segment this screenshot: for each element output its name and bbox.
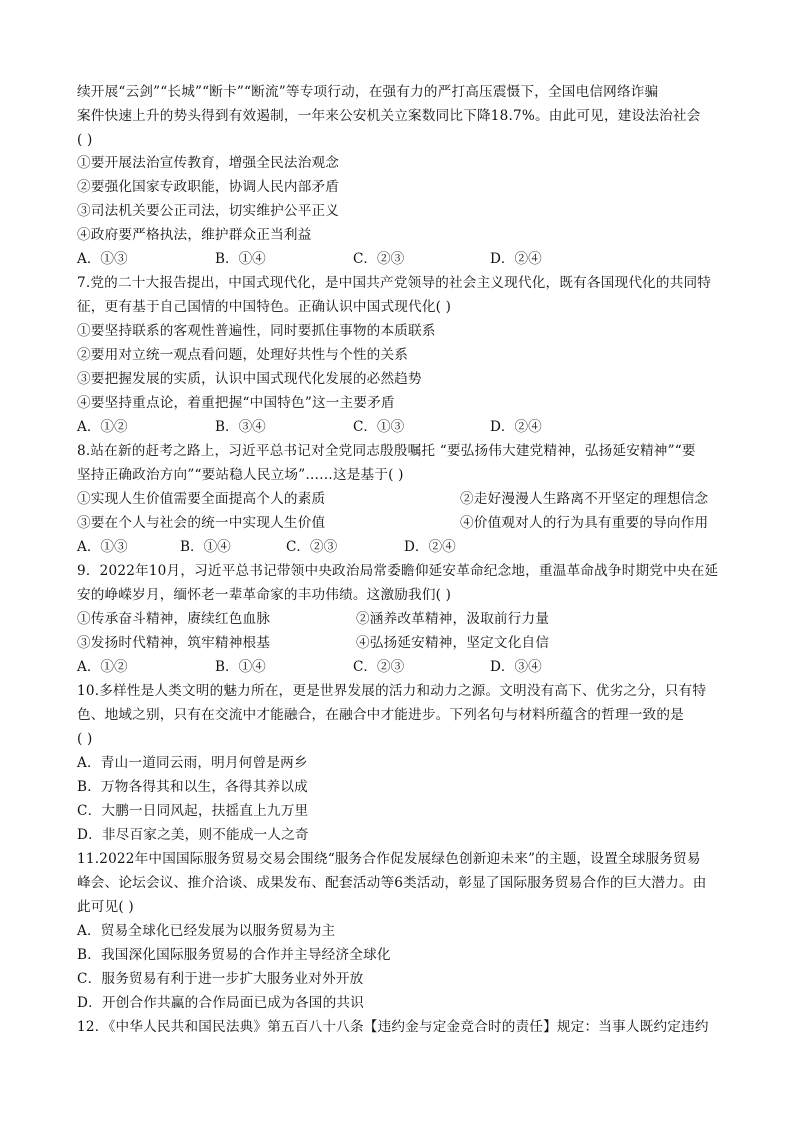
q7-item-2: ②要用对立统一观点看问题，处理好共性与个性的关系 xyxy=(77,347,409,363)
q6-item-3: ③司法机关要公正司法，切实维护公平正义 xyxy=(77,203,340,219)
q8-stem-line-1: 8.站在新的赶考之路上，习近平总书记对全党同志殷殷嘱托 “要弘扬伟大建党精神，弘扬延安精神”“要 xyxy=(77,443,696,459)
q7-item-4: ④要坚持重点论，着重把握“中国特色”这一主要矛盾 xyxy=(77,395,395,411)
q9-choice-c: C．②③ xyxy=(353,659,405,675)
q10-option-d: D．非尽百家之美，则不能成一人之奇 xyxy=(77,827,309,843)
q7-choice-a: A．①② xyxy=(77,419,128,435)
q10-answer-blank: ( ) xyxy=(77,731,93,747)
q6-stem-line-1: 续开展“云剑”“长城”“断卡”“断流”等专项行动，在强有力的严打高压震慑下，全国电信网络诈骗 xyxy=(77,84,659,100)
q10-stem-line-1: 10.多样性是人类文明的魅力所在，更是世界发展的活力和动力之源。文明没有高下、优劣之分，只有特 xyxy=(77,683,707,699)
q7-item-3: ③要把握发展的实质，认识中国式现代化发展的必然趋势 xyxy=(77,371,422,387)
q11-option-a: A．贸易全球化已经发展为以服务贸易为主 xyxy=(77,923,336,939)
q6-choice-b: B．①④ xyxy=(215,251,266,267)
q9-choice-d: D．③④ xyxy=(490,659,542,675)
q6-item-4: ④政府要严格执法，维护群众正当利益 xyxy=(77,227,312,243)
q8-item-2: ②走好漫漫人生路离不开坚定的理想信念 xyxy=(460,491,709,507)
q7-stem-line-1: 7.党的二十大报告提出，中国式现代化，是中国共产党领导的社会主义现代化，既有各国现代化的共同特 xyxy=(77,275,712,291)
q11-stem-line-1: 11.2022年中国国际服务贸易交易会围绕“服务合作促发展绿色创新迎未来”的主题，设置全球服务贸易 xyxy=(77,851,701,867)
q8-stem-line-2: 坚持正确政治方向”“要站稳人民立场”……这是基于( ) xyxy=(77,467,404,483)
q9-item-2: ②涵养改革精神，汲取前行力量 xyxy=(356,611,550,627)
q7-choice-d: D．②④ xyxy=(490,419,542,435)
q12-stem-line-1: 12．《中华人民共和国民法典》第五百八十八条【违约金与定金竞合时的责任】规定：当事人既约定违约 xyxy=(77,1019,709,1035)
q6-choice-a: A．①③ xyxy=(77,251,128,267)
q6-choice-d: D．②④ xyxy=(490,251,542,267)
q8-choice-d: D．②④ xyxy=(404,539,456,555)
q11-option-b: B．我国深化国际服务贸易的合作并主导经济全球化 xyxy=(77,947,391,963)
q9-stem-line-1: 9．2022年10月，习近平总书记带领中央政治局常委瞻仰延安革命纪念地，重温革命战争时期党中央在延 xyxy=(77,563,719,579)
q11-option-c: C．服务贸易有利于进一步扩大服务业对外开放 xyxy=(77,971,364,987)
q7-choice-c: C．①③ xyxy=(353,419,405,435)
q11-stem-line-2: 峰会、论坛会议、推介洽谈、成果发布、配套活动等6类活动，彰显了国际服务贸易合作的巨大潜力。由 xyxy=(77,875,707,891)
q9-item-3: ③发扬时代精神，筑牢精神根基 xyxy=(77,635,271,651)
q6-answer-blank: ( ) xyxy=(77,132,93,148)
q7-item-1: ①要坚持联系的客观性普遍性，同时要抓住事物的本质联系 xyxy=(77,323,436,339)
q8-choice-b: B．①④ xyxy=(180,539,231,555)
q7-choice-b: B．③④ xyxy=(215,419,266,435)
q10-stem-line-2: 色、地域之别，只有在交流中才能融合，在融合中才能进步。下列名句与材料所蕴含的哲理一致的是 xyxy=(77,707,684,723)
q8-choice-c: C．②③ xyxy=(286,539,338,555)
q6-item-1: ①要开展法治宣传教育，增强全民法治观念 xyxy=(77,155,340,171)
q9-item-1: ①传承奋斗精神，赓续红色血脉 xyxy=(77,611,271,627)
q9-item-4: ④弘扬延安精神，坚定文化自信 xyxy=(356,635,550,651)
q10-option-b: B．万物各得其和以生，各得其养以成 xyxy=(77,779,308,795)
q7-stem-line-2: 征，更有基于自己国情的中国特色。正确认识中国式现代化( ) xyxy=(77,299,452,315)
q9-choice-a: A．①② xyxy=(77,659,128,675)
q10-option-a: A．青山一道同云雨，明月何曾是两乡 xyxy=(77,755,308,771)
q9-choice-b: B．①④ xyxy=(215,659,266,675)
q6-item-2: ②要强化国家专政职能，协调人民内部矛盾 xyxy=(77,179,340,195)
q10-option-c: C．大鹏一日同风起，扶摇直上九万里 xyxy=(77,803,309,819)
q8-item-1: ①实现人生价值需要全面提高个人的素质 xyxy=(77,491,326,507)
q6-stem-line-2: 案件快速上升的势头得到有效遏制，一年来公安机关立案数同比下降18.7%。由此可见，建设法治社会 xyxy=(77,108,701,124)
q6-choice-c: C．②③ xyxy=(353,251,405,267)
q11-stem-line-3: 此可见( ) xyxy=(77,899,134,915)
q11-option-d: D．开创合作共赢的合作局面已成为各国的共识 xyxy=(77,995,364,1011)
q8-item-4: ④价值观对人的行为具有重要的导向作用 xyxy=(460,515,709,531)
q9-stem-line-2: 安的峥嵘岁月，缅怀老一辈革命家的丰功伟绩。这激励我们( ) xyxy=(77,587,452,603)
q8-item-3: ③要在个人与社会的统一中实现人生价值 xyxy=(77,515,326,531)
q8-choice-a: A．①③ xyxy=(77,539,128,555)
